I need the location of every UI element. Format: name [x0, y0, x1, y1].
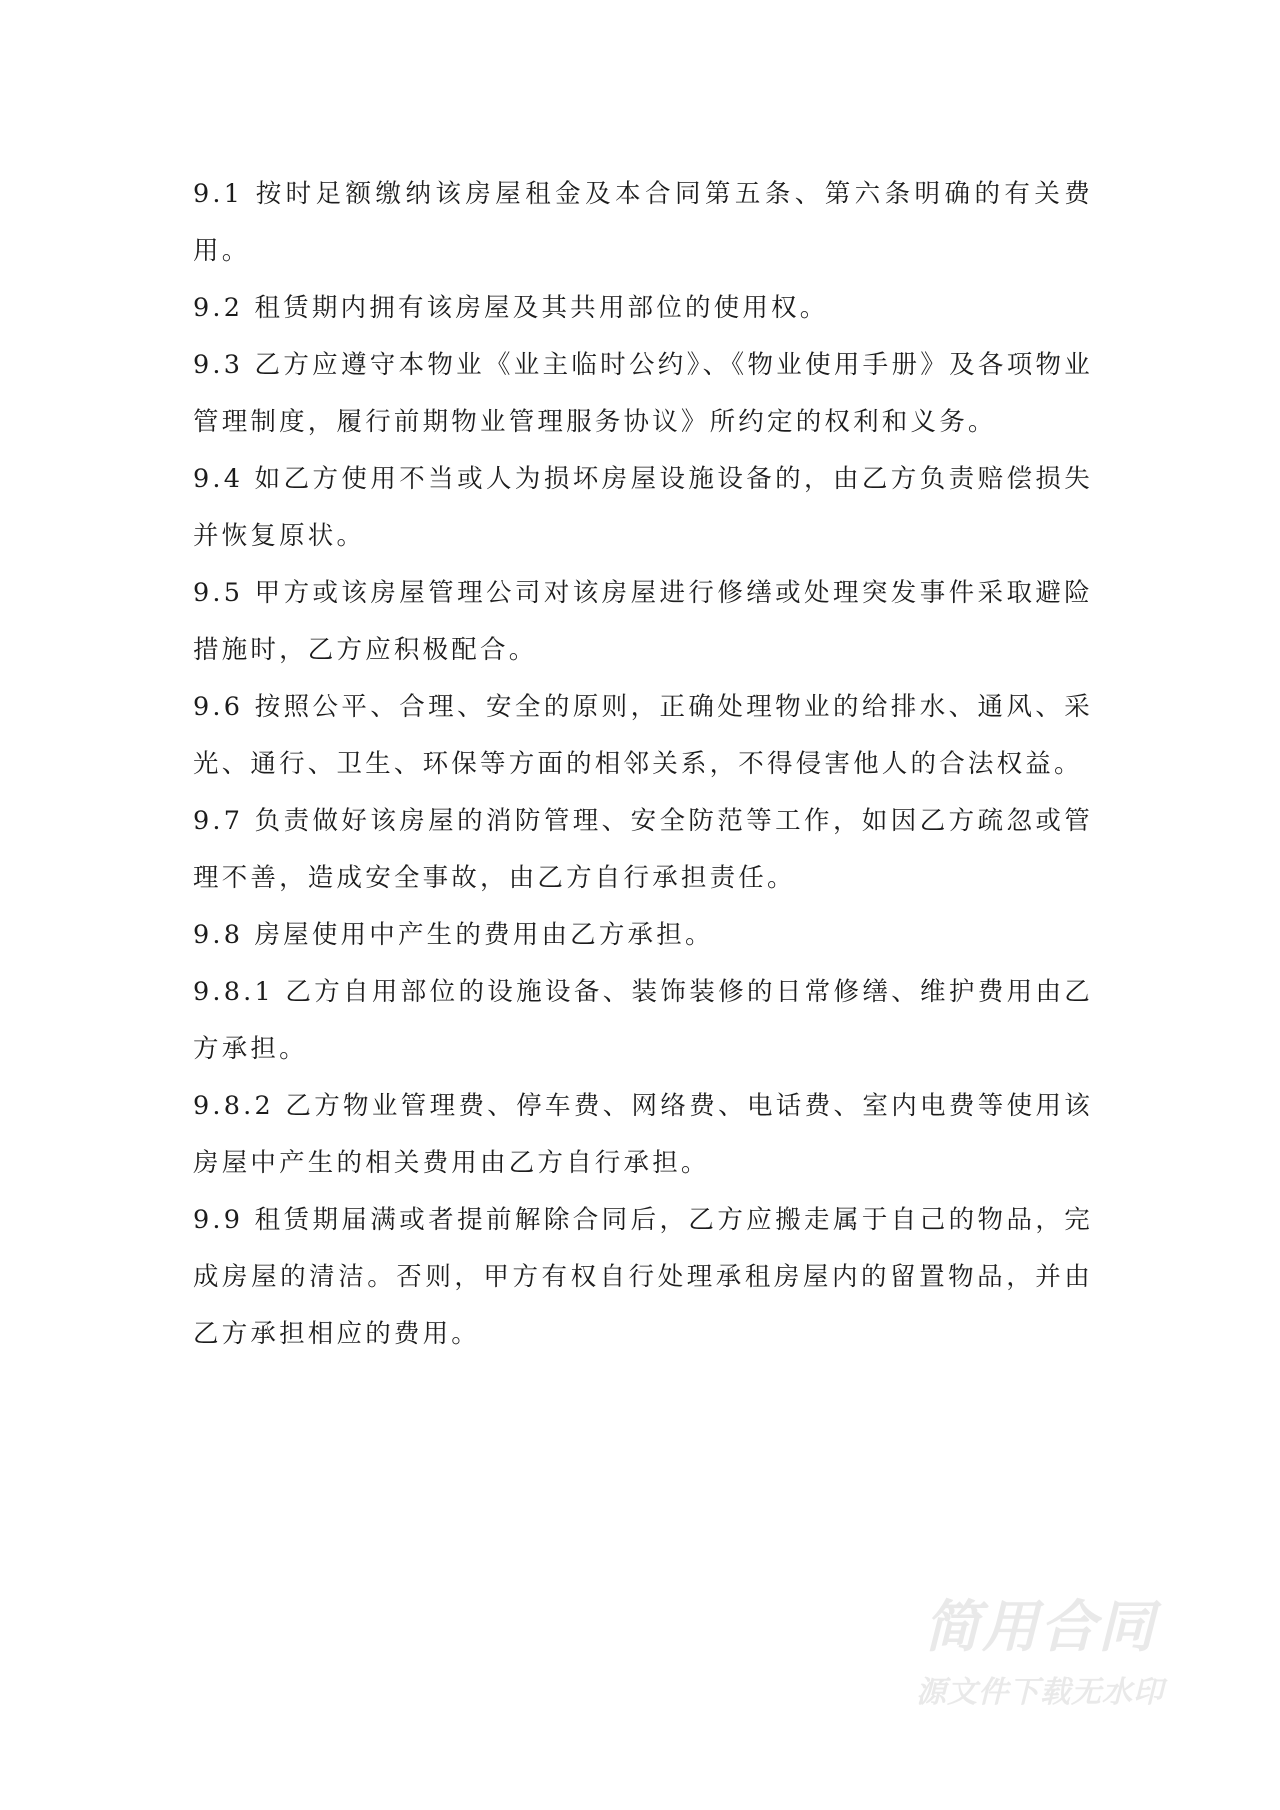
clause-9-7: 9.7 负责做好该房屋的消防管理、安全防范等工作，如因乙方疏忽或管理不善，造成安全事故，由乙方自行承担责任。	[193, 806, 1093, 893]
watermark-subtitle: 源文件下载无水印	[916, 1675, 1164, 1710]
clause-9-2: 9.2 租赁期内拥有该房屋及其共用部位的使用权。	[193, 293, 829, 323]
clause-9-8-1: 9.8.1 乙方自用部位的设施设备、装饰装修的日常修缮、维护费用由乙方承担。	[193, 977, 1093, 1064]
document-body	[193, 166, 1093, 1363]
clause-9-8: 9.8 房屋使用中产生的费用由乙方承担。	[193, 920, 714, 950]
clause-9-1: 9.1 按时足额缴纳该房屋租金及本合同第五条、第六条明确的有关费用。	[193, 179, 1093, 266]
clause-9-4: 9.4 如乙方使用不当或人为损坏房屋设施设备的，由乙方负责赔偿损失并恢复原状。	[193, 464, 1093, 551]
clause-9-8-2: 9.8.2 乙方物业管理费、停车费、网络费、电话费、室内电费等使用该房屋中产生的相关费用由乙方自行承担。	[193, 1091, 1093, 1178]
clause-9-9: 9.9 租赁期届满或者提前解除合同后，乙方应搬走属于自己的物品，完成房屋的清洁。否则，甲方有权自行处理承租房屋内的留置物品，并由乙方承担相应的费用。	[193, 1205, 1093, 1349]
watermark	[880, 1595, 1200, 1715]
watermark-title: 简用合同	[924, 1595, 1156, 1660]
clause-9-6: 9.6 按照公平、合理、安全的原则，正确处理物业的给排水、通风、采光、通行、卫生、环保等方面的相邻关系，不得侵害他人的合法权益。	[193, 692, 1093, 779]
clause-9-5: 9.5 甲方或该房屋管理公司对该房屋进行修缮或处理突发事件采取避险措施时，乙方应积极配合。	[193, 578, 1093, 665]
clause-9-3: 9.3 乙方应遵守本物业《业主临时公约》、《物业使用手册》及各项物业管理制度，履行前期物业管理服务协议》所约定的权利和义务。	[193, 350, 1093, 437]
